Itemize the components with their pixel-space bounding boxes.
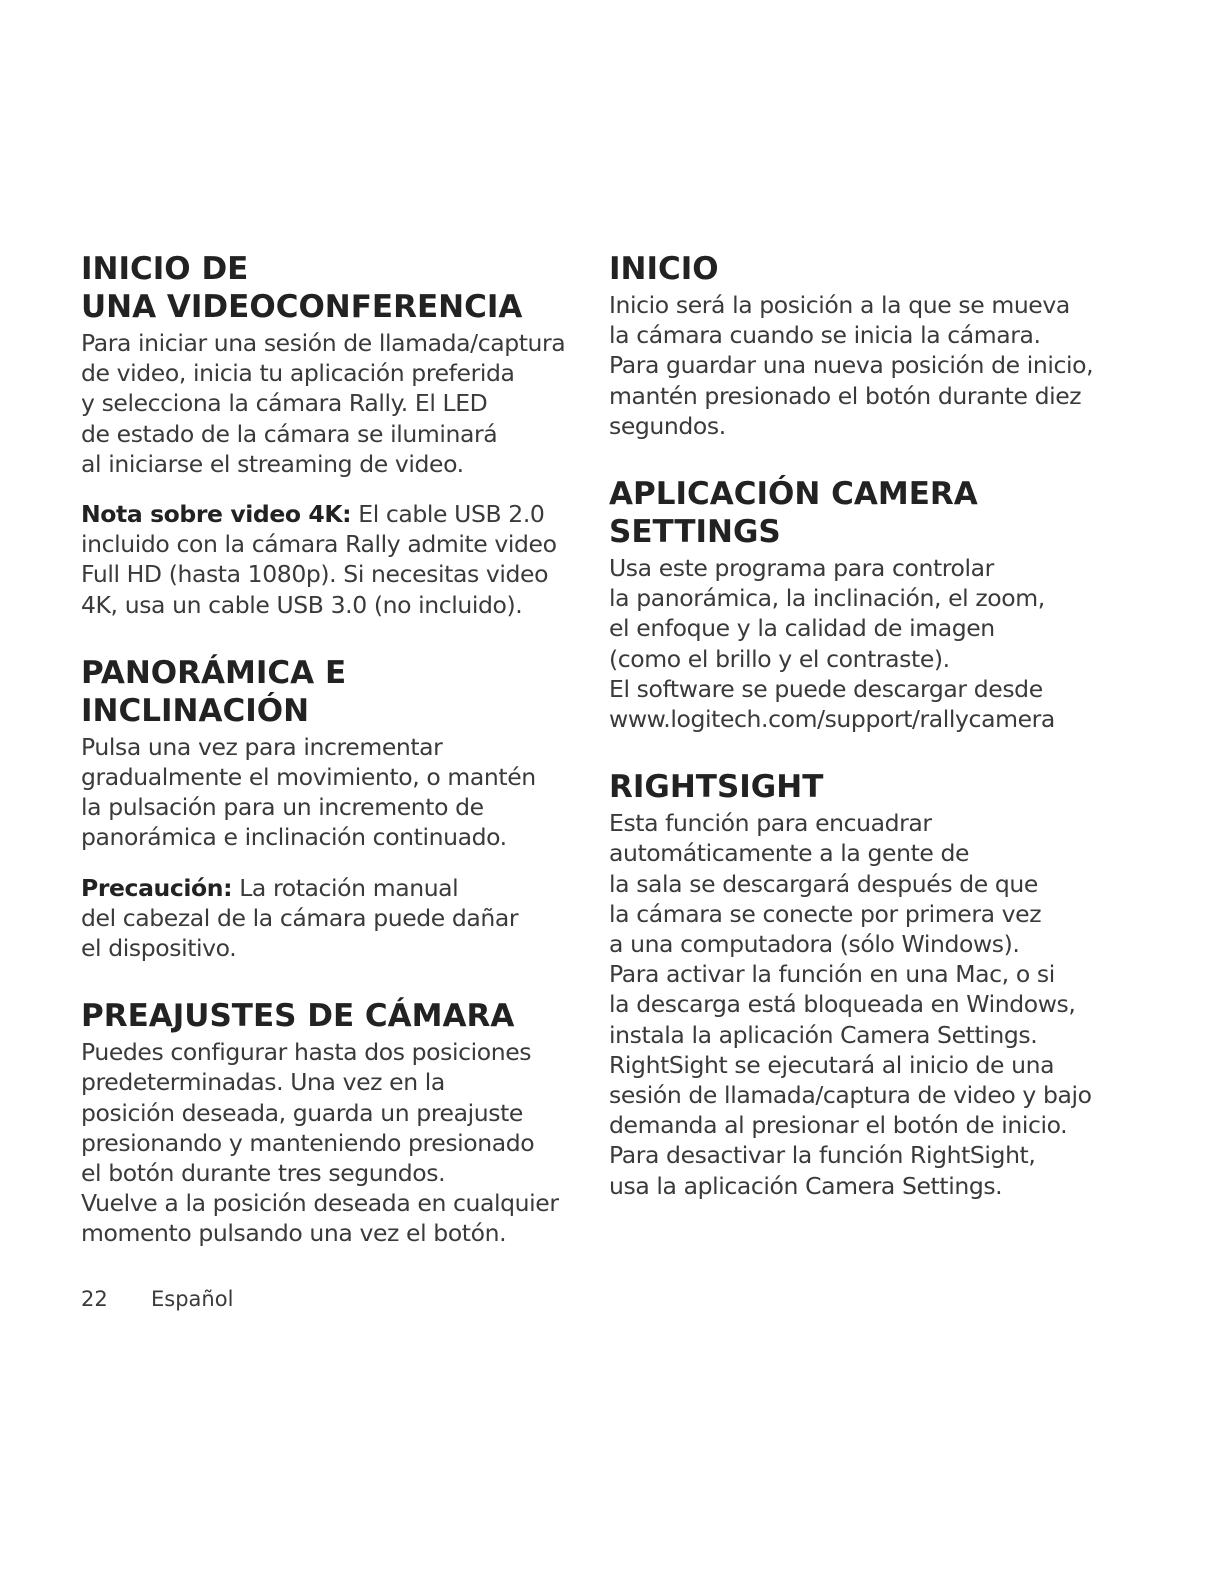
paragraph-videoconference: Para iniciar una sesión de llamada/captura de video, inicia tu aplicación preferida y selecciona la cámara Rally. El LED de estado de la cámara se iluminará al iniciarse el streaming de video. <box>81 329 566 478</box>
right-column <box>609 250 1109 1201</box>
section-camera-settings-app <box>609 475 1109 734</box>
note-4k-video: Nota sobre video 4K: El cable USB 2.0 incluido con la cámara Rally admite video Full HD (hasta 1080p). Si necesitas video 4K, usa un cable USB 3.0 (no incluido). <box>81 500 557 619</box>
note-lead: Nota sobre video 4K: <box>81 500 352 529</box>
paragraph-rightsight: Esta función para encuadrar automáticamente a la gente de la sala se descargará después de que la cámara se conecte por primera vez a una computadora (sólo Windows). Para activar la función en una Mac, o si la descarga está bloqueada en Windows, instala la aplicación Camera Settings. RightSight se ejecutará al inicio de una sesión de llamada/captura de video y bajo demanda al presionar el botón de inicio. Para desactivar la función RightSight, usa la aplicación Camera Settings. <box>609 809 1092 1200</box>
section-pan-tilt <box>81 654 581 963</box>
section-camera-presets <box>81 997 581 1248</box>
section-title-camera-settings-app: APLICACIÓN CAMERA SETTINGS <box>609 476 978 551</box>
paragraph-camera-presets: Puedes configurar hasta dos posiciones predeterminadas. Una vez en la posición deseada, guarda un preajuste presionando y manteniendo presionado el botón durante tres segundos. Vuelve a la posición deseada en cualquier momento pulsando una vez el botón. <box>81 1038 559 1248</box>
support-url: www.logitech.com/support/rallycamera <box>609 705 1055 734</box>
left-column <box>81 250 581 1249</box>
section-title-rightsight: RIGHTSIGHT <box>609 769 824 806</box>
caution-note: Precaución: La rotación manual del cabezal de la cámara puede dañar el dispositivo. <box>81 873 519 963</box>
caution-lead: Precaución: <box>81 873 233 902</box>
footer-language: Español <box>151 1287 234 1311</box>
page-number: 22 <box>81 1287 108 1311</box>
section-title-pan-tilt: PANORÁMICA E INCLINACIÓN <box>81 654 347 729</box>
section-title-home: INICIO <box>609 251 719 287</box>
paragraph-home: Inicio será la posición a la que se mueva la cámara cuando se inicia la cámara. Para guardar una nueva posición de inicio, mantén presionado el botón durante diez segundos. <box>609 291 1094 440</box>
section-rightsight <box>609 768 1109 1201</box>
section-title-camera-presets: PREAJUSTES DE CÁMARA <box>81 998 515 1035</box>
paragraph-pan-tilt: Pulsa una vez para incrementar gradualmente el movimiento, o mantén la pulsación para un incremento de panorámica e inclinación continuado. <box>81 732 536 852</box>
page-footer <box>81 1287 233 1311</box>
section-title-videoconference: INICIO DE UNA VIDEOCONFERENCIA <box>81 251 523 325</box>
section-videoconference <box>81 250 581 620</box>
section-home <box>609 250 1109 441</box>
paragraph-camera-settings-app: Usa este programa para controlar la panorámica, la inclinación, el zoom, el enfoque y la calidad de imagen (como el brillo y el contraste). El software se puede descargar desde www.logitech.com/support/rallycamera <box>609 553 1109 734</box>
